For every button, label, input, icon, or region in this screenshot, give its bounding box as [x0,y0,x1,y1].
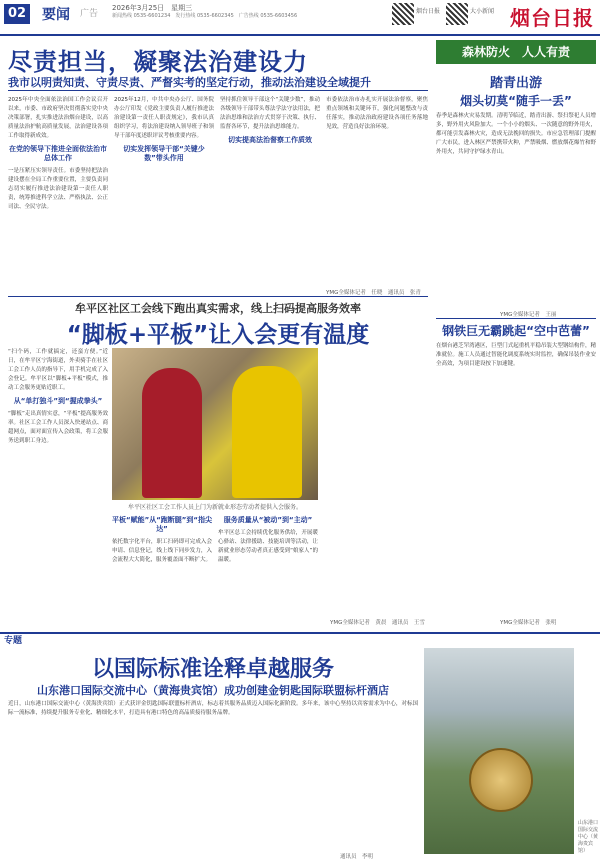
article2-subheading-c: 服务质量从“被动”到“主动” [223,516,313,524]
qr-code-icon [392,3,414,25]
forest-byline: YMG全媒体记者 王丽 [500,312,557,318]
article2-col3-text: 依托数字化平台，职工扫码即可完成入会申请、信息登记，线上线下同步发力，入会流程大大简化，服务覆盖面不断扩大。 [112,539,212,563]
article2-col3 [218,512,318,628]
article1-col2 [114,96,214,292]
article1-col2-text: 一是压紧压实领导责任。市委坚持把法治建设摆在全局工作重要位置，主要负责同志切实履行推进法治建设第一责任人职责，统筹推进科学立法、严格执法、公正司法、全民守法。 [8,168,108,210]
article1-col1 [8,96,108,292]
forest-subtitle: 烟头切莫“随手一丢” [460,94,572,108]
article2-photo-caption: 牟平区社区工会工作人员上门为新就业形态劳动者提供入会服务。 [127,504,302,511]
article2-kicker: 牟平区社区工会线下跑出真实需求，线上扫码提高服务效率 [75,302,361,315]
special-byline: 通讯员 李明 [340,854,374,860]
article2-col4-text: 牟平区总工会持续优化服务供给，开展暖心驿站、法律援助、技能培训等活动，让新就业形态劳动者真正感受到“娘家人”的温暖。 [218,530,318,563]
article2-byline: YMG全媒体记者 黄晨 通讯员 王雪 [330,620,425,626]
article1-col4-text: 坚持抓住领导干部这个“关键少数”，推动各级领导干部带头尊法学法守法用法，把法治思维和法治方式贯穿于决策、执行、监督各环节，提升法治思维能力。 [220,97,320,130]
forest-body [436,112,596,308]
masthead [0,0,600,36]
ad-label: 广告 [80,9,99,19]
steel-body [436,342,596,612]
special-photo [424,648,574,854]
article1-col3 [220,96,320,292]
divider [8,90,428,91]
issue-date: 2026年3月25日 星期三 [112,4,193,12]
steel-text: 在烟台港芝罘湾港区，巨型门式起重机平稳吊装大型钢结构件，精准就位。施工人员通过智能化调度系统实时监控，确保吊装作业安全高效，为项目建设按下加速键。 [436,343,596,367]
qr-code-icon [446,3,468,25]
article1-subhead: 我市以明责知责、守责尽责、严督实考的坚定行动，推动法治建设全域提升 [8,76,371,89]
article1-byline: YMG全媒体记者 任晓 通讯员 张青 [326,290,421,296]
article2-col2 [112,512,212,628]
article1-col4 [326,96,428,286]
person-figure [142,368,202,498]
article2-headline: “脚板+平板”让入会更有温度 [66,322,370,348]
article1-col5-text: 市委依法治市办扎实开展法治督察，聚焦重点领域和关键环节，强化问题整改与责任落实，推动法治政府建设各项任务落地见效，营造良好法治环境。 [326,97,428,130]
qr-label-1: 烟台日报 [416,8,441,15]
special-section-band: 专题 [0,632,600,646]
forest-text: 春季是森林火灾易发期。清明节临近，踏青出游、祭扫祭祀人员增多，野外用火风险加大。一个小小的烟头、一次随意的野外用火，都可能引发森林火灾，造成无法挽回的损失。市应急管理部门提醒广大市民，进入林区严禁携带火种，严禁吸烟、燃放烟花爆竹和野外用火，共同守护绿水青山。 [436,113,596,155]
article2-col1 [8,348,108,628]
forest-title: 踏青出游 [489,76,542,91]
article2-subheading-a: 从“单打独斗”到“握成拳头” [13,397,103,405]
special-subhead: 山东港口国际交流中心（黄海贵宾馆）成功创建金钥匙国际联盟标杆酒店 [37,684,389,697]
article1-subheading-b: 切实发挥领导干部“关键少数”带头作用 [123,145,205,162]
newspaper-logo: 烟台日报 [510,6,594,30]
special-photo-caption: 山东港口国际交流中心（黄海贵宾馆） [578,820,599,854]
divider [436,318,596,319]
contact-info: 新闻热线 0535-6601234 发行热线 0535-6602345 广告热线 0535-6603456 [112,13,298,19]
article2-col1-text: “扫个码，工作就搞定，还蛮方便。”近日，在牟平区宁海街道，外卖骑手在社区工会工作人员的指导下，用手机完成了入会登记。牟平区以“脚板+平板”模式，推动工会服务更贴近职工。 [8,349,108,391]
section-name: 要闻 [42,7,70,23]
qr-label-2: 大小新闻 [470,8,495,15]
forest-fire-banner: 森林防火 人人有责 [436,40,596,64]
article2-subheading-b: 平板“赋能”从“跑断腿”到“指尖达” [112,516,212,533]
steel-byline: YMG全媒体记者 张明 [500,620,557,626]
divider [8,296,428,297]
article1-subheading-c: 切实提高法治督察工作质效 [228,136,312,144]
article1-headline: 尽责担当，凝聚法治建设力 [8,48,308,76]
special-text: 近日，山东港口国际交流中心（黄海贵宾馆）正式获评金钥匙国际联盟标杆酒店，标志着其服务品质迈入国际化新阶段。多年来，该中心坚持以宾客需求为中心，对标国际一流标准，持续提升服务专业化、精细化水平，打造具有港口特色的高品质接待服务品牌。 [8,701,418,716]
article2-col2-text: “脚板”走出真情实意，“平板”提高服务效率。社区工会工作人员深入快递站点、商超网点，面对面宣传入会政策，将工会服务送到职工身边。 [8,411,108,444]
award-seal-icon [469,748,533,812]
special-headline: 以国际标准诠释卓越服务 [91,657,334,682]
article1-subheading-a: 在党的领导下推进全面依法治市总体工作 [9,145,107,162]
steel-headline: 钢铁巨无霸跳起“空中芭蕾” [442,324,590,338]
article1-col1-text: 2025年中央全面依法治国工作会议召开以来，市委、市政府坚决贯彻落实党中央决策部署，扎实推进法治烟台建设，以高质量法治护航高质量发展，法治建设各项工作取得新成效。 [8,97,108,139]
special-body [8,700,418,850]
article1-col3-text: 2025年12月，中共中央办公厅、国务院办公厅印发《党政主要负责人履行推进法治建设第一责任人职责规定》，我市认真组织学习，将法治建设纳入领导班子和领导干部年度述职评议考核重要内容。 [114,97,214,139]
page-number: 02 [4,4,30,24]
person-figure [232,366,302,498]
article2-photo [112,348,318,500]
